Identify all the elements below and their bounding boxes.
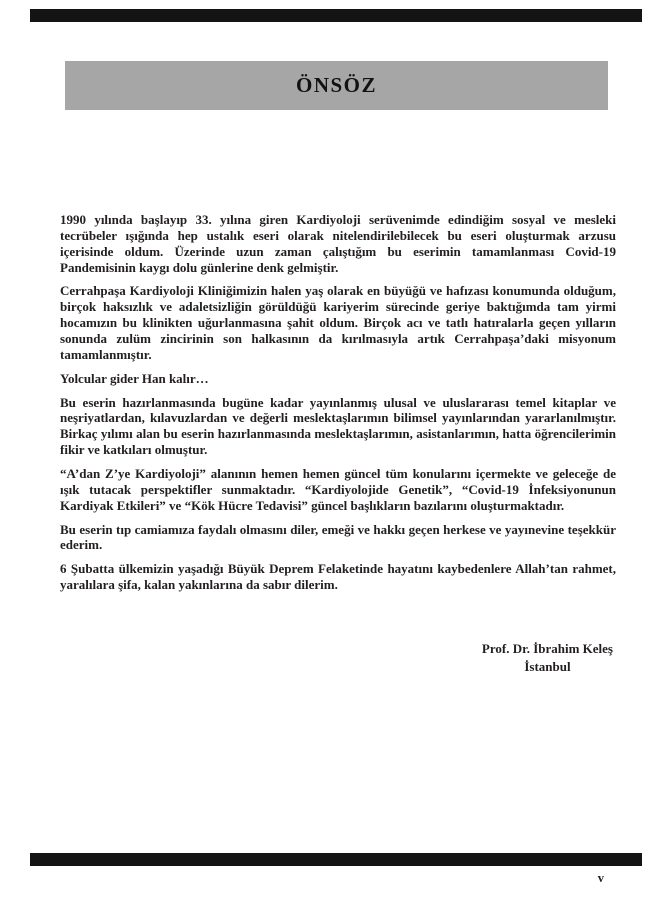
paragraph-4: Bu eserin hazırlanmasında bugüne kadar yayınlanmış ulusal ve uluslararası temel kitaplar ve neşriyatlardan, kılavuzlardan ve değerli meslektaşlarımın bilimsel yayınlarından yararlanılmıştır. Birkaç yılımı alan bu eserin hazırlanmasında meslektaşlarımın, asistanlarımın, hatta öğrencilerimin fikir ve katkıları olmuştur. — [60, 394, 616, 458]
preface-header — [65, 61, 608, 110]
paragraph-6: Bu eserin tıp camiamıza faydalı olmasını diler, emeği ve hakkı geçen herkese ve yayınevine teşekkür ederim. — [60, 521, 616, 553]
paragraph-3: Yolcular gider Han kalır… — [60, 370, 209, 386]
paragraph-1: 1990 yılında başlayıp 33. yılına giren Kardiyoloji serüvenimde edindiğim sosyal ve mesleki tecrübeler ışığında hep ustalık eseri olarak nitelendirilebilecek bu eseri oluşturmak arzusu içerisinde oldum. Üzerinde uzun zaman çalıştığım bu eserimin tamamlanması Covid-19 Pandemisinin kaygı dolu günlerine denk gelmiştir. — [60, 212, 616, 275]
signature-city: İstanbul — [524, 658, 571, 674]
page-title: ÖNSÖZ — [295, 73, 378, 97]
paragraph-7: 6 Şubatta ülkemizin yaşadığı Büyük Deprem Felaketinde hayatını kaybedenlere Allah’tan rahmet, yaralılara şifa, kalan yakınlarına da sabır dilerim. — [60, 561, 616, 593]
preface-body — [60, 212, 616, 601]
page-number: v — [597, 871, 604, 885]
paragraph-5: “A’dan Z’ye Kardiyoloji” alanının hemen hemen güncel tüm konularını içermekte ve geleceğe de ışık tutacak perspektifler sunmaktadır. “Kardiyolojide Genetik”, “Covid-19 İnfeksiyonunun Kardiyak Etkileri” ve “Kök Hücre Tedavisi” güncel başlıkların bazılarını oluşturmaktadır. — [60, 466, 616, 513]
signature-name: Prof. Dr. İbrahim Keleş — [481, 641, 613, 656]
signature-inner — [482, 640, 613, 675]
bottom-rule — [30, 853, 642, 866]
signature-block — [482, 640, 613, 676]
paragraph-2: Cerrahpaşa Kardiyoloji Kliniğimizin halen yaş olarak en büyüğü ve hafızası konumunda olduğum, birçok haksızlık ve adaletsizliğin görüldüğü kariyerim sürecinde geriye baktığımda tam yirmi hocamızın bu klinikten uğurlanmasına şahit oldum. Birçok acı ve tatlı hatıralarla geçen yılların sonunda zulüm zincirinin son halkasının da kırılmasıyla artık Cerrahpaşa’daki misyonum tamamlanmıştır. — [60, 283, 616, 362]
top-rule — [30, 9, 642, 22]
